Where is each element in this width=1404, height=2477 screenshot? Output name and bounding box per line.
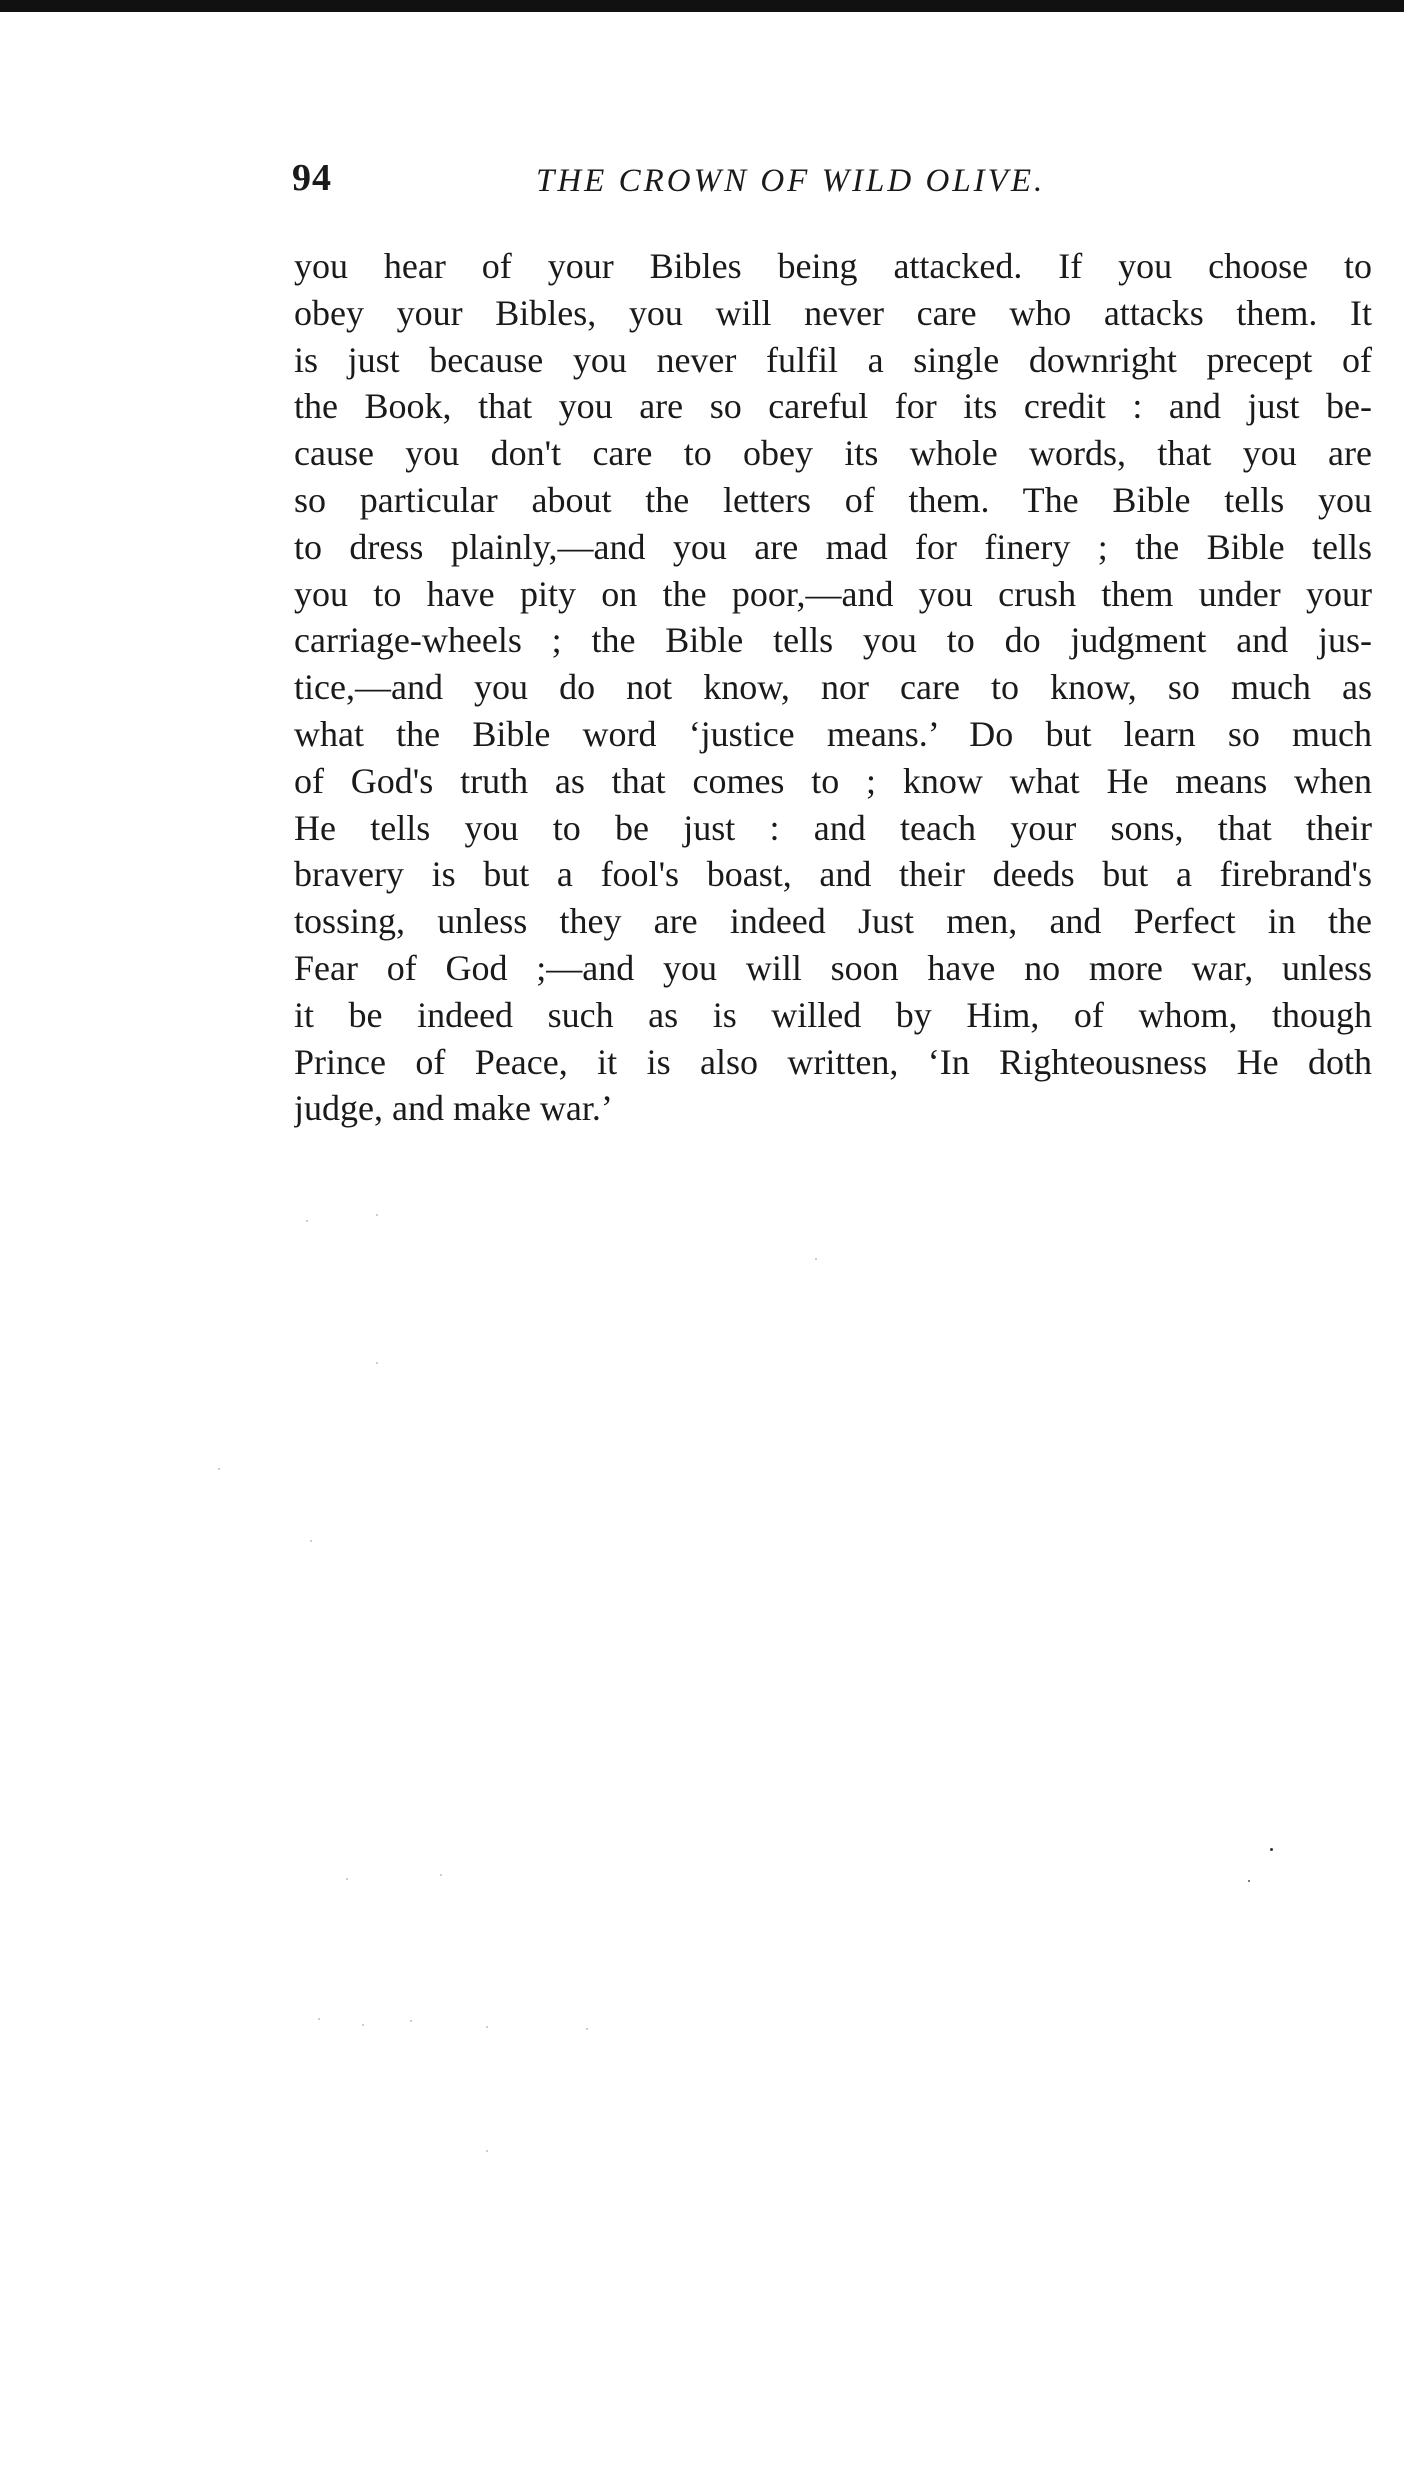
text-line: Fear of God ;—and you will soon have no more war, unless <box>294 947 1372 988</box>
scan-speck <box>486 2026 488 2028</box>
scan-speck <box>218 1468 220 1470</box>
text-line: obey your Bibles, you will never care who attacks them. It <box>294 292 1372 333</box>
scan-speck <box>486 2150 488 2152</box>
scan-speck <box>346 1878 348 1880</box>
text-line: tice,—and you do not know, nor care to know, so much as <box>294 667 1372 708</box>
text-line: Prince of Peace, it is also written, ‘In Righteousness He doth <box>294 1041 1372 1082</box>
scan-speck <box>362 2024 364 2026</box>
text-line: bravery is but a fool's boast, and their deeds but a firebrand's <box>294 854 1372 895</box>
text-line: what the Bible word ‘justice means.’ Do but learn so much <box>294 713 1372 754</box>
scan-speck <box>1270 1848 1273 1851</box>
body-text <box>294 243 1372 1132</box>
scan-speck <box>318 2018 320 2020</box>
text-line: it be indeed such as is willed by Him, of whom, though <box>294 994 1372 1035</box>
text-line: is just because you never fulfil a single downright precept of <box>294 339 1372 380</box>
scan-speck <box>306 1220 308 1222</box>
text-line: carriage-wheels ; the Bible tells you to do judgment and jus- <box>294 620 1372 661</box>
text-line: you hear of your Bibles being attacked. If you choose to <box>294 246 1372 286</box>
scan-speck <box>586 2028 588 2030</box>
text-line: judge, and make war.’ <box>294 1088 613 1129</box>
text-line: the Book, that you are so careful for its credit : and just be- <box>294 386 1372 427</box>
scan-speck <box>310 1540 312 1542</box>
scan-speck <box>440 1874 442 1876</box>
text-line: cause you don't care to obey its whole words, that you are <box>294 433 1372 474</box>
text-line: of God's truth as that comes to ; know what He means when <box>294 760 1372 801</box>
text-line: you to have pity on the poor,—and you crush them under your <box>294 573 1372 614</box>
text-line: He tells you to be just : and teach your sons, that their <box>294 807 1372 848</box>
text-line: tossing, unless they are indeed Just men, and Perfect in the <box>294 901 1372 942</box>
running-title: THE CROWN OF WILD OLIVE. <box>536 163 1046 199</box>
scan-speck <box>1248 1880 1250 1882</box>
page-number: 94 <box>292 157 332 199</box>
text-line: to dress plainly,—and you are mad for finery ; the Bible tells <box>294 526 1372 567</box>
scan-speck <box>815 1258 817 1260</box>
text-line: so particular about the letters of them. The Bible tells you <box>294 479 1372 520</box>
page-top-edge <box>0 0 1404 12</box>
scan-speck <box>376 1214 378 1216</box>
scan-speck <box>410 2020 412 2022</box>
scan-speck <box>376 1362 378 1364</box>
